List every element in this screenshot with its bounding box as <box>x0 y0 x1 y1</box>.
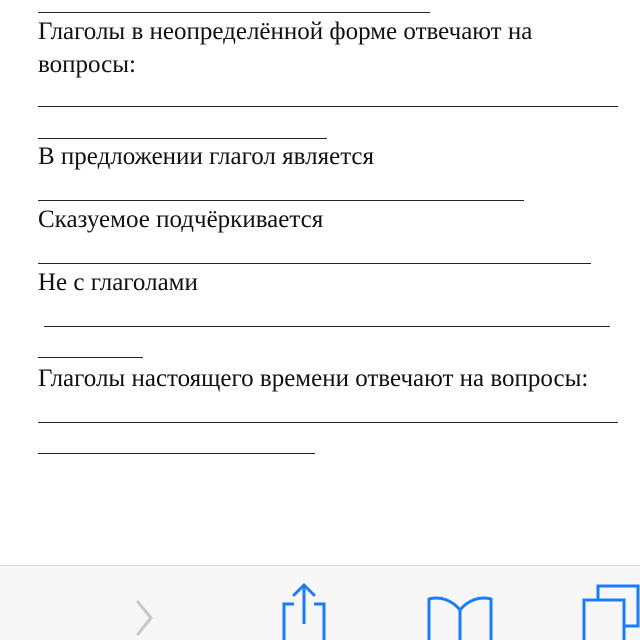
share-button[interactable] <box>272 566 336 640</box>
answer-line <box>38 106 618 107</box>
answer-line <box>38 453 315 454</box>
question-infinitive-line-1: Глаголы в неопределённой форме отвечают на <box>38 18 533 45</box>
share-icon <box>272 566 336 640</box>
answer-line <box>38 357 143 358</box>
forward-chevron-icon <box>120 566 170 640</box>
tabs-icon <box>570 566 640 640</box>
question-present-tense: Глаголы настоящего времени отвечают на вопросы: <box>38 365 589 392</box>
answer-line <box>38 12 430 13</box>
question-predicate-underline: Сказуемое подчёркивается <box>38 206 324 233</box>
answer-line <box>38 138 327 139</box>
forward-button[interactable] <box>120 566 170 640</box>
answer-line <box>38 263 591 264</box>
answer-line <box>38 422 618 423</box>
answer-line <box>38 200 524 201</box>
browser-toolbar <box>0 565 640 640</box>
question-verb-role: В предложении глагол является <box>38 143 375 170</box>
question-ne-with-verbs: Не с глаголами <box>38 269 198 296</box>
answer-line <box>44 326 610 327</box>
bookmarks-button[interactable] <box>420 566 500 640</box>
tabs-button[interactable] <box>570 566 640 640</box>
bookmarks-icon <box>420 566 500 640</box>
question-infinitive-line-2: вопросы: <box>38 51 136 78</box>
